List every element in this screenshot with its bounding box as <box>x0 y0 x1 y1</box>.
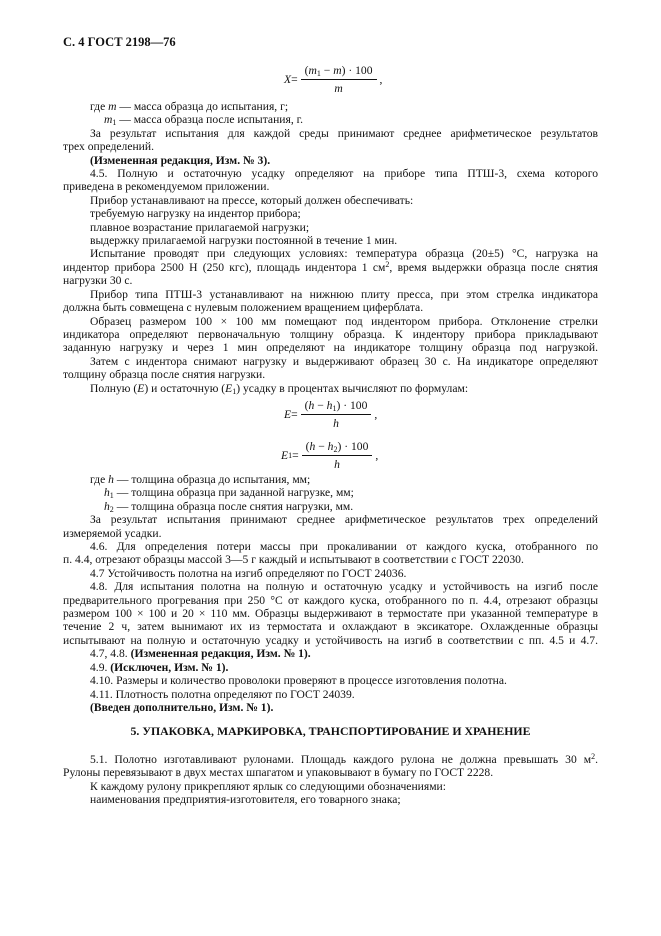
formula-full-shrinkage <box>284 399 377 430</box>
numerator: $(m_1 - m) \cdot 100$ <box>301 64 377 80</box>
formula-lhs: E <box>281 449 289 462</box>
text-line: предварительного прогревания при 250 °С от каждого куска, отобранного по п. 4.4, отрезают образцы <box>63 593 598 607</box>
text-line: $h_1$ — толщина образца при заданной нагрузке, мм; <box>104 486 354 501</box>
text-line: требуемую нагрузку на индентор прибора; <box>90 207 301 221</box>
fraction <box>302 440 373 471</box>
text-line: $m_1$ — масса образца после испытания, г. <box>104 113 303 128</box>
text-line: индентор прибора 2500 Н (250 кгс), площадь индентора 1 $см^2$, время выдержки образца после снятия <box>63 260 598 274</box>
text-line: 4.7 Устойчивость полотна на изгиб определяют по ГОСТ 24036. <box>90 566 407 580</box>
formula-eq: = <box>292 449 299 462</box>
text-block-3 <box>63 753 598 807</box>
denominator: h <box>334 458 340 471</box>
amendment-note: 4.7, 4.8. (Измененная редакция, Изм. № 1). <box>90 647 311 661</box>
text-line: 4.11. Плотность полотна определяют по ГОСТ 24039. <box>90 687 355 701</box>
text-line: За результат испытания принимают среднее арифметическое результатов трех определений <box>90 513 598 527</box>
fraction <box>301 64 377 95</box>
text-line: 4.5. Полную и остаточную усадку определяют на приборе типа ПТШ-3, схема которого <box>90 167 598 181</box>
text-line: где m — масса образца до испытания, г; <box>90 100 289 113</box>
denominator: h <box>333 417 339 430</box>
amendment-note: (Введен дополнительно, Изм. № 1). <box>90 700 274 714</box>
text-line: К каждому рулону прикрепляют ярлык со следующими обозначениями: <box>90 779 446 793</box>
text-line: Прибор устанавливают на прессе, который должен обеспечивать: <box>90 193 414 207</box>
denominator: m <box>334 82 343 95</box>
text-line: измеряемой усадки. <box>63 526 162 540</box>
text-line: толщину образца после снятия нагрузки. <box>63 368 266 382</box>
formula-eq: = <box>291 73 298 86</box>
text-line: 4.8. Для испытания полотна на полную и остаточную усадку и устойчивость на изгиб после <box>90 580 598 594</box>
text-line: приведена в рекомендуемом приложении. <box>63 180 270 194</box>
text-block-1 <box>63 100 598 395</box>
text-line: размером 100 × 100 и 20 × 110 мм. Образцы выдерживают в термостате при указанной температуре в <box>63 607 598 621</box>
text-line: 4.6. Для определения потери массы при прокаливании от каждого куска, отобранного по <box>90 540 598 554</box>
text-line: 4.10. Размеры и количество проволоки проверяют в процессе изготовления полотна. <box>90 674 507 688</box>
formula-comma: , <box>375 449 379 462</box>
text-line: $h_2$ — толщина образца после снятия нагрузки, мм. <box>104 499 354 514</box>
section-heading: 5. УПАКОВКА, МАРКИРОВКА, ТРАНСПОРТИРОВАНИЕ И ХРАНЕНИЕ <box>130 724 531 738</box>
text-line: Прибор типа ПТШ-3 устанавливают на нижнюю плиту пресса, при этом стрелка индикатора <box>90 287 598 301</box>
text-line: Полную (E) и остаточную $(E_1)$ усадку в процентах вычисляют по формулам: <box>90 381 469 396</box>
numerator: $(h - h_1) \cdot 100$ <box>301 399 372 415</box>
text-line: должна быть совмещена с нулевым положением вращением циферблата. <box>63 301 424 315</box>
text-line: За результат испытания для каждой среды принимают среднее арифметическое результатов <box>90 126 598 140</box>
text-block-2 <box>63 473 598 714</box>
fraction <box>301 399 372 430</box>
text-line: выдержку прилагаемой нагрузки постоянной в течение 1 мин. <box>90 234 398 248</box>
text-line: трех определений. <box>63 140 154 154</box>
amendment-note: 4.9. (Исключен, Изм. № 1). <box>90 660 229 674</box>
text-line: течение 2 ч, затем вынимают их из термостата и охлаждают в эксикаторе. Охлажденные образцы <box>63 620 598 634</box>
amendment-note: (Измененная редакция, Изм. № 3). <box>90 153 271 167</box>
text-line: Испытание проводят при следующих условиях: температура образца (20±5) °С, нагрузка на <box>90 247 598 261</box>
text-line: плавное возрастание прилагаемой нагрузки; <box>90 220 310 234</box>
formula-comma: , <box>374 408 378 421</box>
formula-lhs: X <box>284 73 292 86</box>
numerator: $(h - h_2) \cdot 100$ <box>302 440 373 456</box>
page-header: С. 4 ГОСТ 2198—76 <box>63 35 176 49</box>
formula-eq: = <box>291 408 298 421</box>
text-line: индикатора определяют первоначальную толщину образца. К индентору прибора прикладывают <box>63 327 598 341</box>
formula-comma: , <box>379 73 383 86</box>
text-line: 5.1. Полотно изготавливают рулонами. Площадь каждого рулона не должна превышать 30 $м^2$. <box>90 753 598 766</box>
text-line: Рулоны перевязывают в двух местах шпагатом и упаковывают в бумагу по ГОСТ 2228. <box>63 766 494 780</box>
formula-residual-shrinkage: E 1 = $\frac{(h - h_2) \cdot 100}{h}$ , <box>281 440 379 471</box>
text-line: п. 4.4, отрезают образцы массой 3—5 г каждый и испытывают в соответствии с ГОСТ 22030. <box>63 553 524 567</box>
text-line: нагрузки 30 с. <box>63 274 133 288</box>
text-line: где h — толщина образца до испытания, мм; <box>90 473 311 486</box>
text-line: заданную нагрузку и через 1 мин определяют на индикаторе толщину образца под нагрузкой. <box>63 341 598 355</box>
text-line: Образец размером 100 × 100 мм помещают под индентором прибора. Отклонение стрелки <box>90 314 598 328</box>
formula-mass-change <box>284 64 382 95</box>
formula-lhs: E <box>284 408 292 421</box>
text-line: Затем с индентора снимают нагрузку и выдерживают образец 30 с. На индикаторе определяют <box>90 354 598 368</box>
text-line: наименования предприятия-изготовителя, его товарного знака; <box>90 793 401 807</box>
text-line: испытывают на полную и остаточную усадку и устойчивость на изгиб в соответствии с пп. 4.5 и 4.7. <box>63 633 598 647</box>
